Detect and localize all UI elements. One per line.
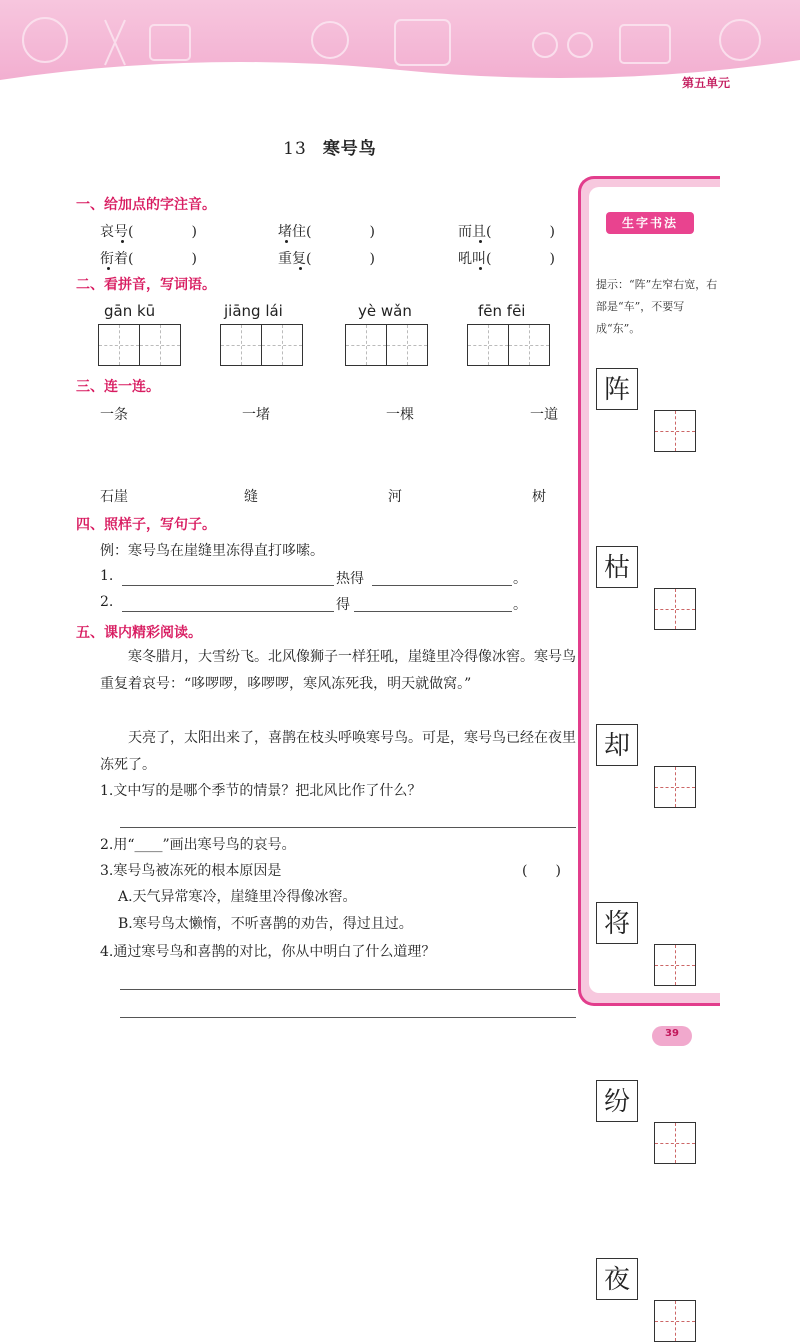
practice-box[interactable] xyxy=(654,1300,696,1342)
reading-q3: 3.寒号鸟被冻死的根本原因是 xyxy=(100,863,282,879)
answer-line[interactable] xyxy=(120,988,576,990)
section-2-heading: 二、看拼音，写词语。 xyxy=(76,277,216,293)
panel-ribbon: 生字书法 xyxy=(606,212,694,234)
pinyin-item-3: 而且( ) xyxy=(458,224,555,240)
unit-label: 第五单元 xyxy=(681,76,730,90)
q2-mid: 得 xyxy=(336,597,350,613)
writing-tip: 提示：“阵”左窄右宽，右部是“车”，不要写成“东”。 xyxy=(596,278,718,335)
model-char-box xyxy=(596,368,638,410)
answer-line[interactable] xyxy=(120,826,576,828)
model-char: 将 xyxy=(603,909,630,939)
model-char: 枯 xyxy=(603,553,630,583)
option-b[interactable]: B.寒号鸟太懒惰，不听喜鹊的劝告，得过且过。 xyxy=(118,916,413,932)
model-char: 却 xyxy=(603,731,630,761)
answer-line[interactable] xyxy=(354,610,512,612)
match-top-2[interactable]: 一堵 xyxy=(242,407,270,423)
match-top-3[interactable]: 一棵 xyxy=(386,407,414,423)
practice-box[interactable] xyxy=(654,1122,696,1164)
writing-grid-4[interactable] xyxy=(467,324,550,366)
q2-number: 2. xyxy=(100,594,114,610)
model-char-box xyxy=(596,1080,638,1122)
match-bottom-3[interactable]: 河 xyxy=(388,489,402,505)
model-char: 纷 xyxy=(603,1087,630,1117)
practice-box[interactable] xyxy=(654,410,696,452)
model-char-box xyxy=(596,724,638,766)
section-5-heading: 五、课内精彩阅读。 xyxy=(76,625,202,641)
pinyin-item-2: 堵住( ) xyxy=(278,224,375,240)
section-1-heading: 一、给加点的字注音。 xyxy=(76,197,216,213)
header-banner xyxy=(0,0,800,100)
match-bottom-4[interactable]: 树 xyxy=(532,489,546,505)
lesson-title: 寒号鸟 xyxy=(322,139,377,159)
match-bottom-1[interactable]: 石崖 xyxy=(100,489,128,505)
pinyin-3: yè wǎn xyxy=(358,302,412,320)
model-char-box xyxy=(596,1258,638,1300)
reading-q2: 2.用“____”画出寒号鸟的哀号。 xyxy=(100,837,296,853)
answer-line[interactable] xyxy=(372,584,512,586)
reading-q4: 4.通过寒号鸟和喜鹊的对比，你从中明白了什么道理？ xyxy=(100,944,436,960)
option-a[interactable]: A.天气异常寒冷，崖缝里冷得像冰窖。 xyxy=(118,889,357,905)
page-number: 39 xyxy=(652,1026,692,1046)
section-3-heading: 三、连一连。 xyxy=(76,379,160,395)
q2-end: 。 xyxy=(513,597,527,613)
match-top-4[interactable]: 一道 xyxy=(530,407,558,423)
answer-line[interactable] xyxy=(122,610,334,612)
pinyin-item-1: 哀号( ) xyxy=(100,224,197,240)
practice-box[interactable] xyxy=(654,588,696,630)
pinyin-2: jiāng lái xyxy=(224,302,283,320)
pinyin-item-6: 吼叫( ) xyxy=(458,251,555,267)
q1-end: 。 xyxy=(513,571,527,587)
practice-box[interactable] xyxy=(654,944,696,986)
match-top-1[interactable]: 一条 xyxy=(100,407,128,423)
lesson-number: 13 xyxy=(283,139,307,159)
reading-paragraph-1: 寒冬腊月，大雪纷飞。北风像狮子一样狂吼，崖缝里冷得像冰窖。寒号鸟重复着哀号：“哆啰啰，哆啰啰，寒风冻死我，明天就做窝。” xyxy=(100,649,576,692)
emphasis-dot xyxy=(107,267,110,270)
banner-decoration-icon xyxy=(0,0,800,100)
answer-line[interactable] xyxy=(120,1016,576,1018)
emphasis-dot xyxy=(285,240,288,243)
answer-line[interactable] xyxy=(122,584,334,586)
emphasis-dot xyxy=(479,267,482,270)
pinyin-4: fēn fēi xyxy=(478,302,526,320)
model-char: 阵 xyxy=(603,375,630,405)
writing-grid-2[interactable] xyxy=(220,324,303,366)
reading-paragraph-2: 天亮了，太阳出来了，喜鹊在枝头呼唤寒号鸟。可是，寒号鸟已经在夜里冻死了。 xyxy=(100,730,576,773)
reading-q1: 1.文中写的是哪个季节的情景？把北风比作了什么？ xyxy=(100,783,422,799)
model-char-box xyxy=(596,546,638,588)
pinyin-1: gān kū xyxy=(104,302,156,320)
emphasis-dot xyxy=(121,240,124,243)
section-4-heading: 四、照样子，写句子。 xyxy=(76,517,216,533)
emphasis-dot xyxy=(299,267,302,270)
writing-grid-1[interactable] xyxy=(98,324,181,366)
q1-number: 1. xyxy=(100,568,114,584)
model-char-box xyxy=(596,902,638,944)
emphasis-dot xyxy=(479,240,482,243)
model-char: 夜 xyxy=(603,1265,630,1295)
q1-mid: 热得 xyxy=(336,571,364,587)
match-bottom-2[interactable]: 缝 xyxy=(244,489,258,505)
page-title xyxy=(0,134,660,159)
q3-answer-paren[interactable]: ( ) xyxy=(522,863,561,879)
writing-grid-3[interactable] xyxy=(345,324,428,366)
pinyin-item-5: 重复( ) xyxy=(278,251,375,267)
pinyin-item-4: 衔着( ) xyxy=(100,251,197,267)
practice-box[interactable] xyxy=(654,766,696,808)
example-sentence: 例：寒号鸟在崖缝里冻得直打哆嗦。 xyxy=(100,543,324,559)
